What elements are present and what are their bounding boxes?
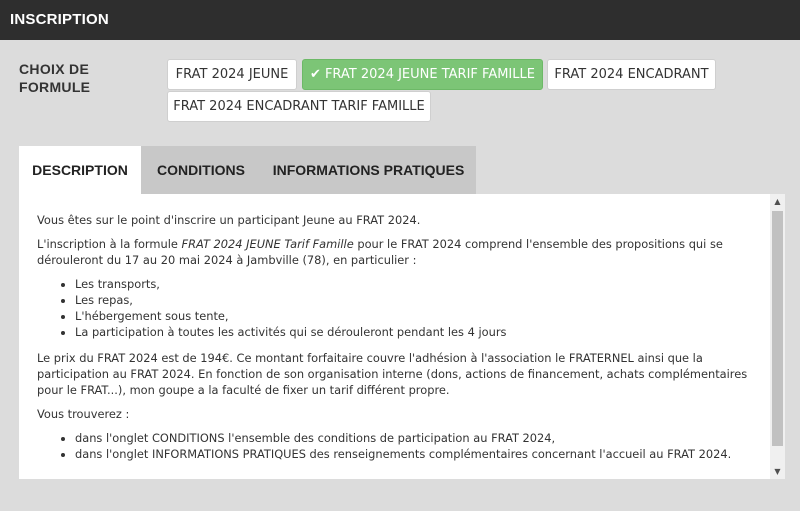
option-frat-encadrant[interactable] <box>547 59 716 90</box>
tab-informations-pratiques[interactable] <box>261 146 476 194</box>
page-header <box>0 0 800 40</box>
page-title: INSCRIPTION <box>10 11 109 28</box>
scrollbar-thumb[interactable] <box>772 211 783 446</box>
inclusions-list <box>75 276 757 340</box>
formule-name: FRAT 2024 JEUNE Tarif Famille <box>181 237 354 251</box>
option-label: FRAT 2024 ENCADRANT <box>554 67 709 82</box>
option-label: FRAT 2024 JEUNE <box>175 67 289 82</box>
description-intro: Vous êtes sur le point d'inscrire un participant Jeune au FRAT 2024. <box>37 213 421 227</box>
list-item: • dans l'onglet CONDITIONS l'ensemble des conditions de participation au FRAT 2024, <box>75 430 757 446</box>
list-item: • La participation à toutes les activités qui se dérouleront pendant les 4 jours <box>75 324 757 340</box>
text-segment: pour le FRAT 2024 comprend l'ensemble des propositions qui se dérouleront du 17 au 20 mai 2024 à Jambville (78), en particulier : <box>37 237 723 267</box>
check-icon: ✔ <box>310 67 321 82</box>
tab-description[interactable] <box>19 146 141 194</box>
tab-label: DESCRIPTION <box>32 162 128 178</box>
description-trouverez: Vous trouverez : <box>37 407 130 421</box>
description-panel <box>19 194 785 479</box>
option-frat-jeune-tarif-famille[interactable] <box>302 59 543 90</box>
scroll-down-icon[interactable]: ▼ <box>774 467 781 476</box>
tab-conditions[interactable] <box>141 146 261 194</box>
description-formule-paragraph <box>37 236 757 268</box>
tabs-info-list <box>75 430 757 462</box>
list-item: • L'hébergement sous tente, <box>75 308 757 324</box>
list-item: • dans l'onglet INFORMATIONS PRATIQUES des renseignements complémentaires concernant l'accueil au FRAT 2024. <box>75 446 757 462</box>
tab-label: INFORMATIONS PRATIQUES <box>272 162 465 178</box>
option-frat-jeune[interactable] <box>167 59 297 90</box>
formule-label: CHOIX DE FORMULE <box>19 61 91 95</box>
vertical-scrollbar[interactable] <box>770 194 785 479</box>
description-content <box>37 212 757 472</box>
option-label: FRAT 2024 JEUNE TARIF FAMILLE <box>324 67 535 82</box>
tab-label: CONDITIONS <box>157 162 245 178</box>
option-label: FRAT 2024 ENCADRANT TARIF FAMILLE <box>173 99 425 114</box>
scroll-up-icon[interactable]: ▲ <box>774 197 781 206</box>
description-price-paragraph: Le prix du FRAT 2024 est de 194€. Ce montant forfaitaire couvre l'adhésion à l'association le FRATERNEL ainsi que la participation au FRAT 2024. En fonction de son organisation interne (dons, actions de financement, achats complémentaires pour le FRAT...), mon goupe a la faculté de fixer un tarif différent propre. <box>37 351 748 397</box>
list-item: • Les transports, <box>75 276 757 292</box>
list-item: • Les repas, <box>75 292 757 308</box>
text-segment: L'inscription à la formule <box>37 237 182 251</box>
option-frat-encadrant-tarif-famille[interactable] <box>167 91 431 122</box>
